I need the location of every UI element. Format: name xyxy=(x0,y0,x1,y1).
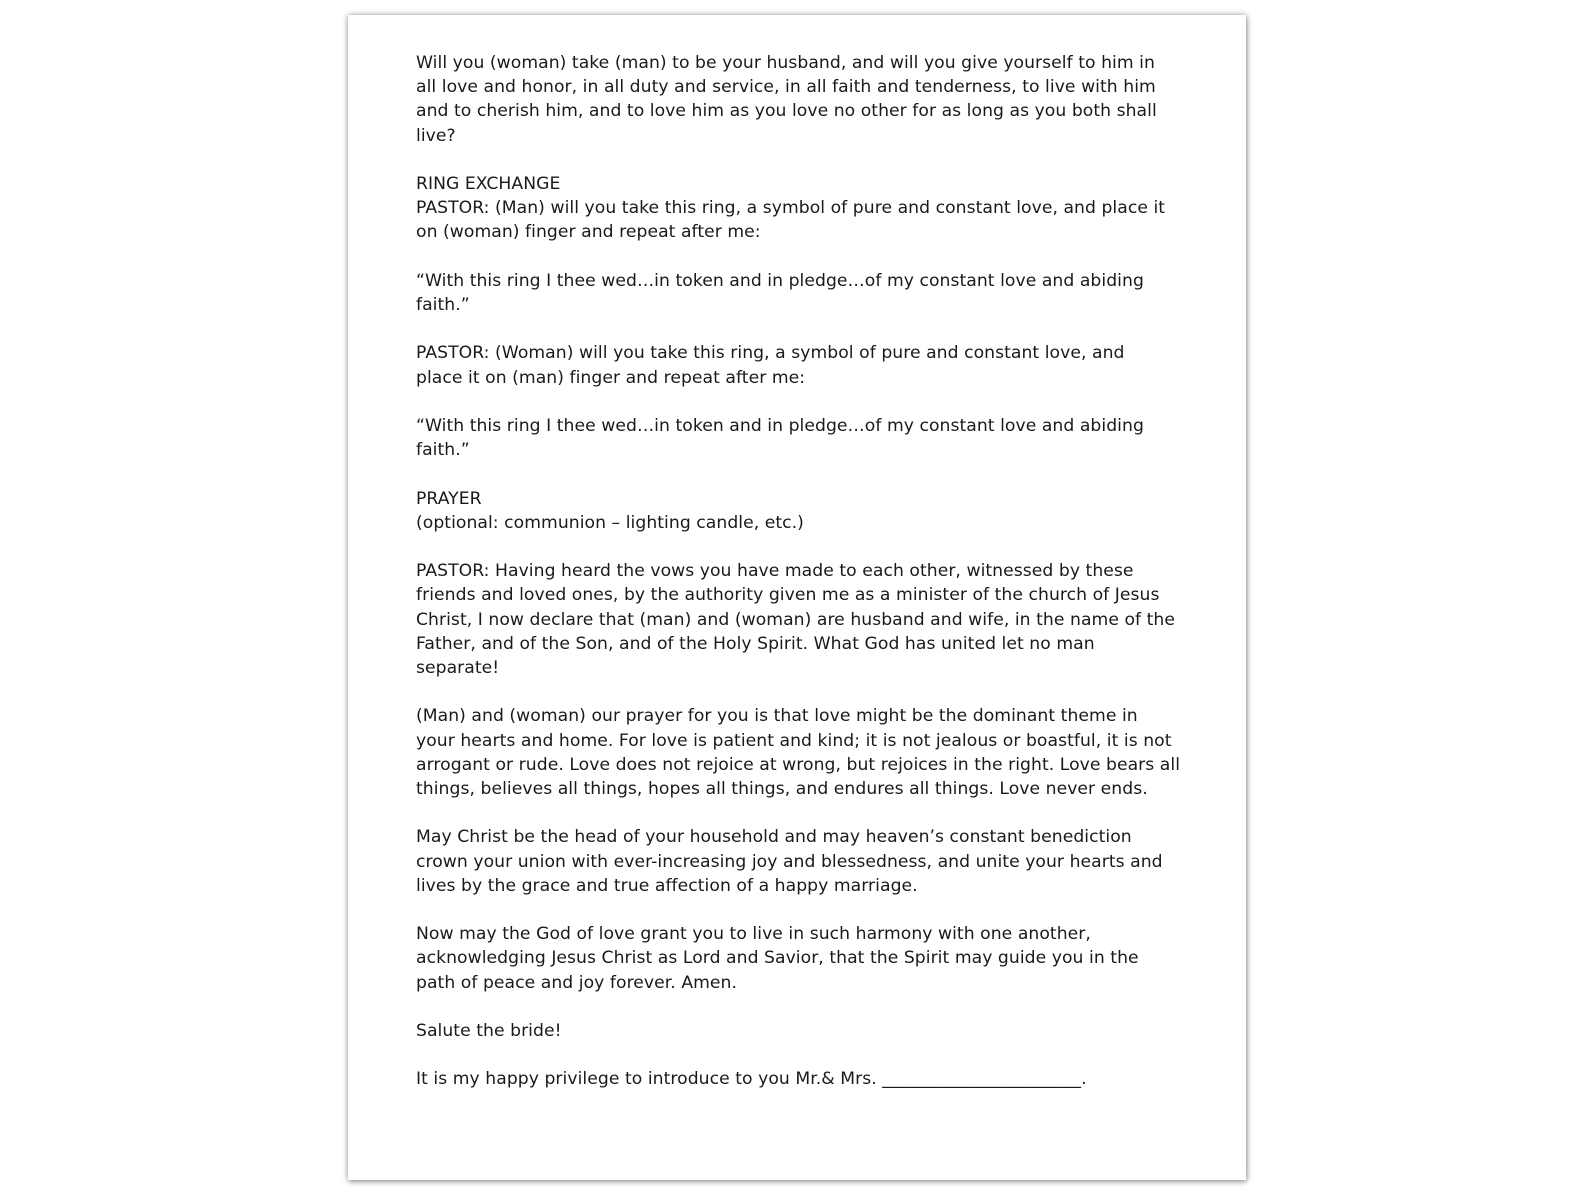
text-line: separate! xyxy=(416,657,500,678)
benediction-paragraph xyxy=(416,922,1186,995)
text-line: lives by the grace and true affection of a happy marriage. xyxy=(416,875,918,896)
text-line: Now may the God of love grant you to live in such harmony with one another, xyxy=(416,924,1091,945)
text-line: “With this ring I thee wed…in token and in pledge…of my constant love and abiding xyxy=(416,270,1144,291)
prayer-note: (optional: communion – lighting candle, etc.) xyxy=(416,512,804,533)
text-line: Will you (woman) take (man) to be your husband, and will you give yourself to him in xyxy=(416,53,1155,73)
ring-woman-words xyxy=(416,414,1186,462)
text-line: arrogant or rude. Love does not rejoice at wrong, but rejoices in the right. Love bears all xyxy=(416,754,1181,775)
introduction-line: It is my happy privilege to introduce to you Mr.& Mrs. _______________________. xyxy=(416,1069,1087,1090)
text-line: “With this ring I thee wed…in token and in pledge…of my constant love and abiding xyxy=(416,415,1144,436)
ceremony-text xyxy=(416,51,1186,1092)
text-line: (Man) and (woman) our prayer for you is that love might be the dominant theme in xyxy=(416,706,1138,727)
text-line: PASTOR: Having heard the vows you have made to each other, witnessed by these xyxy=(416,561,1134,582)
text-line: on (woman) finger and repeat after me: xyxy=(416,222,761,243)
text-line: faith.” xyxy=(416,440,470,461)
salute-line: Salute the bride! xyxy=(416,1020,562,1041)
text-line: things, believes all things, hopes all things, and endures all things. Love never ends. xyxy=(416,778,1148,799)
prayer-heading: PRAYER xyxy=(416,488,482,509)
prayer-love-paragraph xyxy=(416,704,1186,801)
document-page xyxy=(348,15,1246,1180)
prayer-section xyxy=(416,487,1186,535)
text-line: PASTOR: (Woman) will you take this ring, a symbol of pure and constant love, and xyxy=(416,343,1125,364)
text-line: place it on (man) finger and repeat after me: xyxy=(416,367,806,388)
declaration-paragraph xyxy=(416,559,1186,680)
text-line: PASTOR: (Man) will you take this ring, a symbol of pure and constant love, and place it xyxy=(416,198,1166,219)
salute-paragraph xyxy=(416,1019,1186,1043)
text-line: Father, and of the Son, and of the Holy Spirit. What God has united let no man xyxy=(416,633,1095,654)
text-line: and to cherish him, and to love him as you love no other for as long as you both shall xyxy=(416,101,1157,122)
ring-woman-paragraph xyxy=(416,341,1186,389)
vow-woman-paragraph xyxy=(416,51,1186,148)
text-line: faith.” xyxy=(416,295,470,315)
text-line: path of peace and joy forever. Amen. xyxy=(416,972,738,993)
text-line: acknowledging Jesus Christ as Lord and Savior, that the Spirit may guide you in the xyxy=(416,948,1139,969)
text-line: crown your union with ever-increasing joy and blessedness, and unite your hearts and xyxy=(416,851,1163,872)
text-line: live? xyxy=(416,125,456,146)
text-line: your hearts and home. For love is patient and kind; it is not jealous or boastful, it is not xyxy=(416,730,1172,751)
introduction-paragraph xyxy=(416,1067,1186,1091)
ring-exchange-heading: RING EXCHANGE xyxy=(416,174,561,194)
ring-man-words xyxy=(416,269,1186,317)
blessing-paragraph xyxy=(416,825,1186,898)
text-line: May Christ be the head of your household and may heaven’s constant benediction xyxy=(416,827,1132,848)
text-line: all love and honor, in all duty and service, in all faith and tenderness, to live with him xyxy=(416,77,1156,98)
ring-exchange-section xyxy=(416,172,1186,245)
text-line: friends and loved ones, by the authority given me as a minister of the church of Jesus xyxy=(416,585,1160,606)
text-line: Christ, I now declare that (man) and (woman) are husband and wife, in the name of the xyxy=(416,609,1175,630)
